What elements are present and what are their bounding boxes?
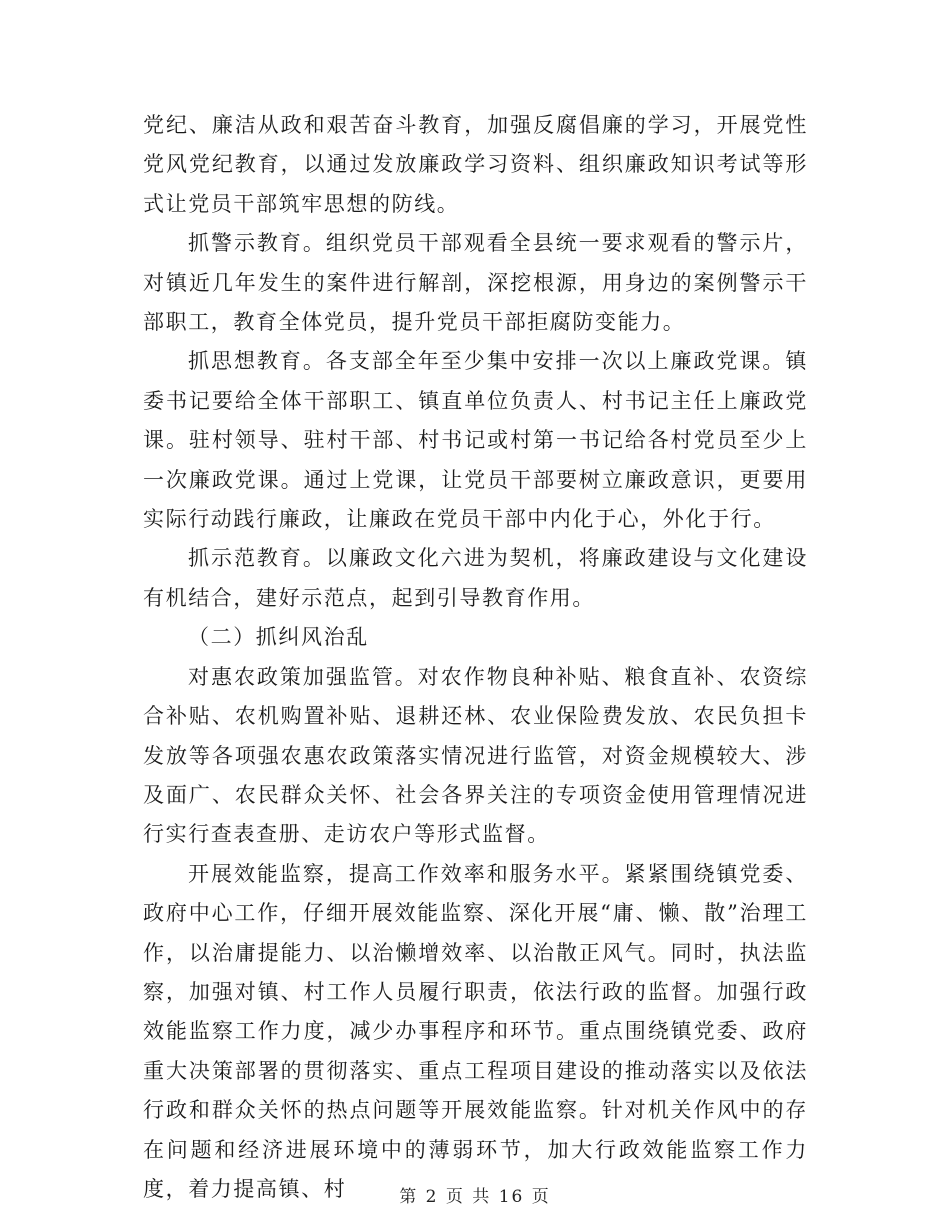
page-number-footer: 第 2 页 共 16 页 — [399, 1187, 551, 1207]
paragraph-ideological-education: 抓思想教育。各支部全年至少集中安排一次以上廉政党课。镇委书记要给全体干部职工、镇直单位负责人、村书记主任上廉政党课。驻村领导、驻村干部、村书记或村第一书记给各村党员至少上一次廉政党课。通过上党课，让党员干部要树立廉政意识，更要用实际行动践行廉政，让廉政在党员干部中内化于心，外化于行。 — [143, 349, 808, 532]
paragraph-policy-supervision: 对惠农政策加强监管。对农作物良种补贴、粮食直补、农资综合补贴、农机购置补贴、退耕还林、农业保险费发放、农民负担卡发放等各项强农惠农政策落实情况进行监管，对资金规模较大、涉及面广、农民群众关怀、社会各界关注的专项资金使用管理情况进行实行查表查册、走访农户等形式监督。 — [143, 664, 808, 847]
section-heading: （二）抓纠风治乱 — [188, 625, 369, 650]
paragraph-continuation: 党纪、廉洁从政和艰苦奋斗教育，加强反腐倡廉的学习，开展党性党风党纪教育，以通过发放廉政学习资料、组织廉政知识考试等形式让党员干部筑牢思想的防线。 — [143, 113, 808, 216]
paragraph-efficiency-supervision: 开展效能监察，提高工作效率和服务水平。紧紧围绕镇党委、政府中心工作，仔细开展效能监察、深化开展“庸、懒、散”治理工作，以治庸提能力、以治懒增效率、以治散正风气。同时，执法监察，加强对镇、村工作人员履行职责，依法行政的监督。加强行政效能监察工作力度，减少办事程序和环节。重点围绕镇党委、政府重大决策部署的贯彻落实、重点工程项目建设的推动落实以及依法行政和群众关怀的热点问题等开展效能监察。针对机关作风中的存在问题和经济进展环境中的薄弱环节，加大行政效能监察工作力度，着力提高镇、村 — [143, 861, 808, 1201]
document-body — [143, 106, 808, 1209]
paragraph-warning-education: 抓警示教育。组织党员干部观看全县统一要求观看的警示片，对镇近几年发生的案件进行解剖，深挖根源，用身边的案例警示干部职工，教育全体党员，提升党员干部拒腐防变能力。 — [143, 231, 808, 335]
paragraph-model-education: 抓示范教育。以廉政文化六进为契机，将廉政建设与文化建设有机结合，建好示范点，起到引导教育作用。 — [143, 546, 808, 610]
